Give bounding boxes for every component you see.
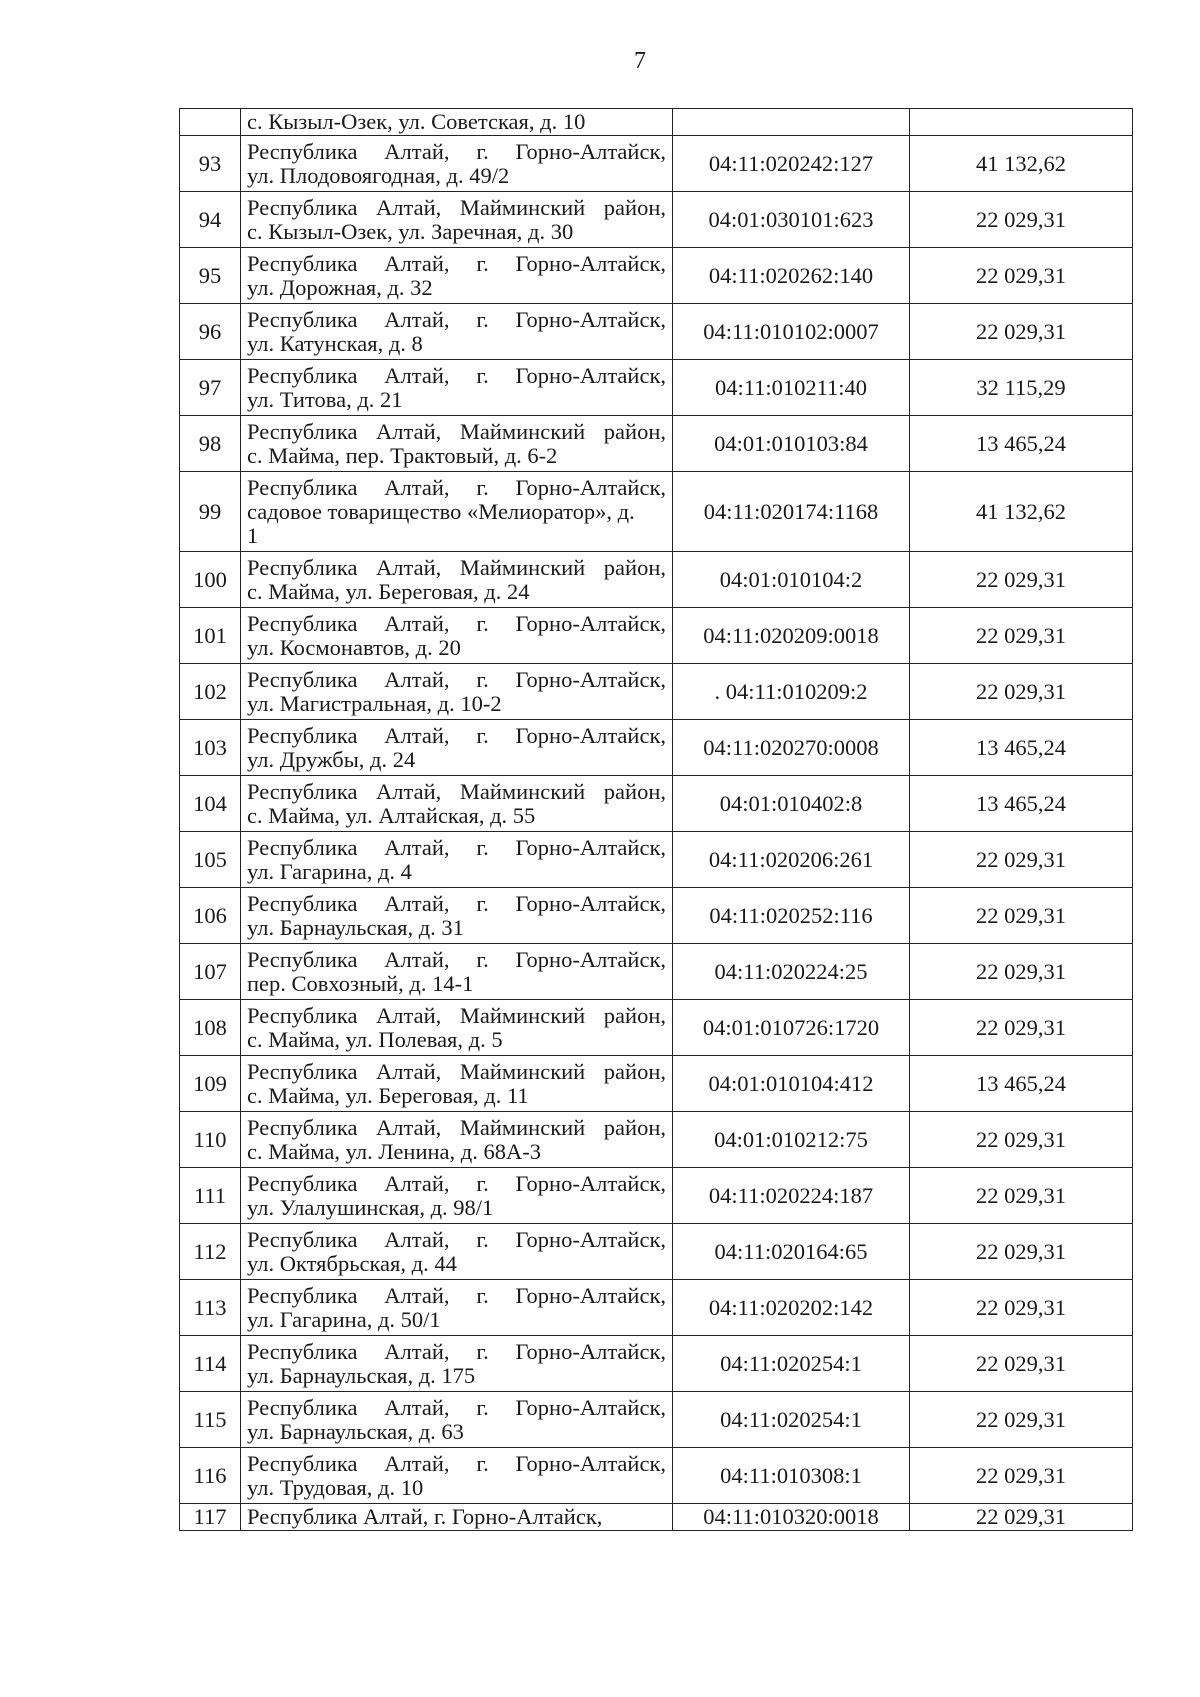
- cell-cadastral: 04:11:020174:1168: [673, 472, 910, 552]
- cell-value: 13 465,24: [910, 720, 1133, 776]
- table-row: [180, 248, 1133, 304]
- table-row: [180, 192, 1133, 248]
- address-line: ул. Дорожная, д. 32: [247, 274, 433, 300]
- table-row: [180, 664, 1133, 720]
- cell-number: 111: [180, 1168, 241, 1224]
- table-row: [180, 1280, 1133, 1336]
- table-row: [180, 608, 1133, 664]
- cell-address: [241, 1168, 673, 1224]
- address-line: Республика Алтай, Майминский район,: [247, 554, 666, 580]
- cell-number: 93: [180, 136, 241, 192]
- cell-number: 97: [180, 360, 241, 416]
- table-row: [180, 832, 1133, 888]
- address-line: Республика Алтай, г. Горно-Алтайск,: [247, 1450, 666, 1476]
- cell-address: [241, 1224, 673, 1280]
- cell-number: 117: [180, 1504, 241, 1531]
- table-row: [180, 1168, 1133, 1224]
- cell-number: 99: [180, 472, 241, 552]
- cell-value: 32 115,29: [910, 360, 1133, 416]
- table-row: [180, 1000, 1133, 1056]
- cell-number: 104: [180, 776, 241, 832]
- registry-table: [179, 108, 1133, 1531]
- cell-number: 98: [180, 416, 241, 472]
- cell-address: [241, 1000, 673, 1056]
- cell-value: [910, 109, 1133, 136]
- cell-value: 13 465,24: [910, 776, 1133, 832]
- address-line: Республика Алтай, Майминский район,: [247, 194, 666, 220]
- cell-cadastral: 04:11:010102:0007: [673, 304, 910, 360]
- address-line: Республика Алтай, г. Горно-Алтайск,: [247, 890, 666, 916]
- cell-value: 22 029,31: [910, 1448, 1133, 1504]
- cell-cadastral: [673, 109, 910, 136]
- table-row: [180, 1336, 1133, 1392]
- address-line: с. Майма, ул. Береговая, д. 24: [247, 578, 530, 604]
- cell-number: 102: [180, 664, 241, 720]
- table-row: [180, 720, 1133, 776]
- cell-address: [241, 664, 673, 720]
- address-line: Республика Алтай, г. Горно-Алтайск,: [247, 138, 666, 164]
- cell-address: [241, 776, 673, 832]
- table-row: [180, 1112, 1133, 1168]
- cell-value: 22 029,31: [910, 1280, 1133, 1336]
- cell-address: [241, 888, 673, 944]
- table-row: [180, 1224, 1133, 1280]
- cell-address: [241, 1504, 673, 1531]
- address-line: с. Кызыл-Озек, ул. Заречная, д. 30: [247, 218, 574, 244]
- address-line: Республика Алтай, г. Горно-Алтайск,: [247, 362, 666, 388]
- cell-value: 22 029,31: [910, 1224, 1133, 1280]
- cell-cadastral: 04:11:010320:0018: [673, 1504, 910, 1531]
- cell-cadastral: 04:01:010103:84: [673, 416, 910, 472]
- address-line: ул. Плодовоягодная, д. 49/2: [247, 162, 510, 188]
- cell-value: 22 029,31: [910, 944, 1133, 1000]
- address-line: Республика Алтай, г. Горно-Алтайск,: [247, 1282, 666, 1308]
- table-row: [180, 1448, 1133, 1504]
- address-line: Республика Алтай, г. Горно-Алтайск,: [247, 834, 666, 860]
- cell-value: 22 029,31: [910, 1336, 1133, 1392]
- cell-value: 41 132,62: [910, 472, 1133, 552]
- address-line: ул. Катунская, д. 8: [247, 330, 423, 356]
- page-number: 7: [634, 48, 646, 74]
- cell-address: [241, 304, 673, 360]
- cell-value: 22 029,31: [910, 1168, 1133, 1224]
- cell-number: 100: [180, 552, 241, 608]
- cell-address: [241, 1056, 673, 1112]
- cell-cadastral: 04:11:010308:1: [673, 1448, 910, 1504]
- address-line: 1: [247, 522, 259, 548]
- address-line: с. Майма, ул. Полевая, д. 5: [247, 1026, 503, 1052]
- cell-cadastral: 04:01:010212:75: [673, 1112, 910, 1168]
- address-line: ул. Гагарина, д. 50/1: [247, 1306, 441, 1332]
- cell-address: [241, 1336, 673, 1392]
- address-line: Республика Алтай, г. Горно-Алтайск,: [247, 250, 666, 276]
- cell-value: 22 029,31: [910, 1392, 1133, 1448]
- cell-cadastral: 04:11:020224:187: [673, 1168, 910, 1224]
- address-line: ул. Барнаульская, д. 175: [247, 1362, 476, 1388]
- cell-cadastral: 04:01:010104:412: [673, 1056, 910, 1112]
- cell-address: [241, 248, 673, 304]
- cell-value: 22 029,31: [910, 664, 1133, 720]
- address-line: Республика Алтай, г. Горно-Алтайск,: [247, 1170, 666, 1196]
- cell-number: 110: [180, 1112, 241, 1168]
- address-line: ул. Гагарина, д. 4: [247, 858, 412, 884]
- cell-address: [241, 944, 673, 1000]
- registry-table-body: [180, 109, 1133, 1531]
- cell-cadastral: 04:11:020252:116: [673, 888, 910, 944]
- cell-address: [241, 1448, 673, 1504]
- cell-cadastral: 04:11:020224:25: [673, 944, 910, 1000]
- address-line: Республика Алтай, Майминский район,: [247, 418, 666, 444]
- cell-value: 22 029,31: [910, 192, 1133, 248]
- cell-value: 22 029,31: [910, 248, 1133, 304]
- address-line: садовое товарищество «Мелиоратор», д.: [247, 498, 635, 524]
- cell-number: 108: [180, 1000, 241, 1056]
- cell-number: [180, 109, 241, 136]
- table-row: [180, 304, 1133, 360]
- address-line: Республика Алтай, г. Горно-Алтайск,: [247, 666, 666, 692]
- address-line: ул. Трудовая, д. 10: [247, 1474, 424, 1500]
- table-row: [180, 552, 1133, 608]
- address-line: ул. Космонавтов, д. 20: [247, 634, 461, 660]
- cell-address: [241, 552, 673, 608]
- address-line: ул. Титова, д. 21: [247, 386, 403, 412]
- cell-address: [241, 1112, 673, 1168]
- cell-cadastral: 04:11:020209:0018: [673, 608, 910, 664]
- cell-address: с. Кызыл-Озек, ул. Советская, д. 10: [241, 109, 673, 136]
- cell-number: 103: [180, 720, 241, 776]
- cell-cadastral: 04:11:020242:127: [673, 136, 910, 192]
- cell-number: 116: [180, 1448, 241, 1504]
- cell-number: 106: [180, 888, 241, 944]
- cell-cadastral: 04:01:010726:1720: [673, 1000, 910, 1056]
- cell-number: 96: [180, 304, 241, 360]
- cell-address: [241, 1280, 673, 1336]
- cell-cadastral: 04:11:020254:1: [673, 1392, 910, 1448]
- cell-cadastral: 04:01:010402:8: [673, 776, 910, 832]
- address-line: Республика Алтай, г. Горно-Алтайск,: [247, 474, 666, 500]
- cell-cadastral: 04:11:020254:1: [673, 1336, 910, 1392]
- cell-value: 22 029,31: [910, 888, 1133, 944]
- address-line: ул. Дружбы, д. 24: [247, 746, 416, 772]
- cell-number: 105: [180, 832, 241, 888]
- cell-value: 22 029,31: [910, 608, 1133, 664]
- cell-address: [241, 832, 673, 888]
- cell-address: [241, 472, 673, 552]
- address-line: с. Майма, пер. Трактовый, д. 6-2: [247, 442, 558, 468]
- table-row: [180, 776, 1133, 832]
- address-line: ул. Октябрьская, д. 44: [247, 1250, 457, 1276]
- cell-value: 22 029,31: [910, 304, 1133, 360]
- address-line: пер. Совхозный, д. 14-1: [247, 970, 474, 996]
- cell-value: 13 465,24: [910, 416, 1133, 472]
- cell-value: 22 029,31: [910, 552, 1133, 608]
- address-line: с. Майма, ул. Ленина, д. 68А-3: [247, 1138, 541, 1164]
- cell-value: 22 029,31: [910, 1504, 1133, 1531]
- address-line: с. Майма, ул. Алтайская, д. 55: [247, 802, 536, 828]
- cell-address: [241, 720, 673, 776]
- cell-value: 22 029,31: [910, 1112, 1133, 1168]
- address-line: Республика Алтай, г. Горно-Алтайск,: [247, 610, 666, 636]
- address-line: Республика Алтай, Майминский район,: [247, 1058, 666, 1084]
- table-row: [180, 1056, 1133, 1112]
- cell-number: 107: [180, 944, 241, 1000]
- cell-cadastral: 04:11:020206:261: [673, 832, 910, 888]
- cell-address: [241, 360, 673, 416]
- cell-cadastral: 04:11:010211:40: [673, 360, 910, 416]
- cell-value: 22 029,31: [910, 1000, 1133, 1056]
- cell-number: 101: [180, 608, 241, 664]
- cell-cadastral: . 04:11:010209:2: [673, 664, 910, 720]
- address-line: ул. Улалушинская, д. 98/1: [247, 1194, 494, 1220]
- address-line: Республика Алтай, г. Горно-Алтайск,: [247, 1394, 666, 1420]
- cell-cadastral: 04:01:010104:2: [673, 552, 910, 608]
- table-row: [180, 888, 1133, 944]
- cell-value: 13 465,24: [910, 1056, 1133, 1112]
- cell-address: [241, 1392, 673, 1448]
- cell-cadastral: 04:11:020262:140: [673, 248, 910, 304]
- table-row: [180, 944, 1133, 1000]
- address-line: с. Майма, ул. Береговая, д. 11: [247, 1082, 529, 1108]
- address-line: Республика Алтай, г. Горно-Алтайск,: [247, 1338, 666, 1364]
- cell-value: 22 029,31: [910, 832, 1133, 888]
- table-row: [180, 1392, 1133, 1448]
- cell-cadastral: 04:11:020270:0008: [673, 720, 910, 776]
- address-line: Республика Алтай, г. Горно-Алтайск,: [247, 306, 666, 332]
- address-line: Республика Алтай, г. Горно-Алтайск,: [247, 722, 666, 748]
- cell-value: 41 132,62: [910, 136, 1133, 192]
- cell-cadastral: 04:01:030101:623: [673, 192, 910, 248]
- address-line: Республика Алтай, г. Горно-Алтайск,: [247, 1226, 666, 1252]
- cell-address: [241, 136, 673, 192]
- cell-address: [241, 416, 673, 472]
- cell-address: [241, 608, 673, 664]
- cell-number: 95: [180, 248, 241, 304]
- cell-number: 109: [180, 1056, 241, 1112]
- table-row: [180, 136, 1133, 192]
- address-line: ул. Барнаульская, д. 63: [247, 1418, 464, 1444]
- cell-cadastral: 04:11:020202:142: [673, 1280, 910, 1336]
- address-line: Республика Алтай, г. Горно-Алтайск,: [247, 946, 666, 972]
- cell-cadastral: 04:11:020164:65: [673, 1224, 910, 1280]
- table-row-continuation: [180, 109, 1133, 136]
- address-line: Республика Алтай, Майминский район,: [247, 778, 666, 804]
- address-line: ул. Магистральная, д. 10-2: [247, 690, 502, 716]
- cell-number: 112: [180, 1224, 241, 1280]
- table-row: [180, 360, 1133, 416]
- address-line: ул. Барнаульская, д. 31: [247, 914, 464, 940]
- cell-number: 114: [180, 1336, 241, 1392]
- cell-number: 113: [180, 1280, 241, 1336]
- address-line: Республика Алтай, Майминский район,: [247, 1114, 666, 1140]
- table-row: [180, 1504, 1133, 1531]
- address-line: Республика Алтай, Майминский район,: [247, 1002, 666, 1028]
- table-row: [180, 472, 1133, 552]
- address-line: Республика Алтай, г. Горно-Алтайск,: [247, 1504, 603, 1529]
- cell-address: [241, 192, 673, 248]
- cell-number: 94: [180, 192, 241, 248]
- table-row: [180, 416, 1133, 472]
- cell-number: 115: [180, 1392, 241, 1448]
